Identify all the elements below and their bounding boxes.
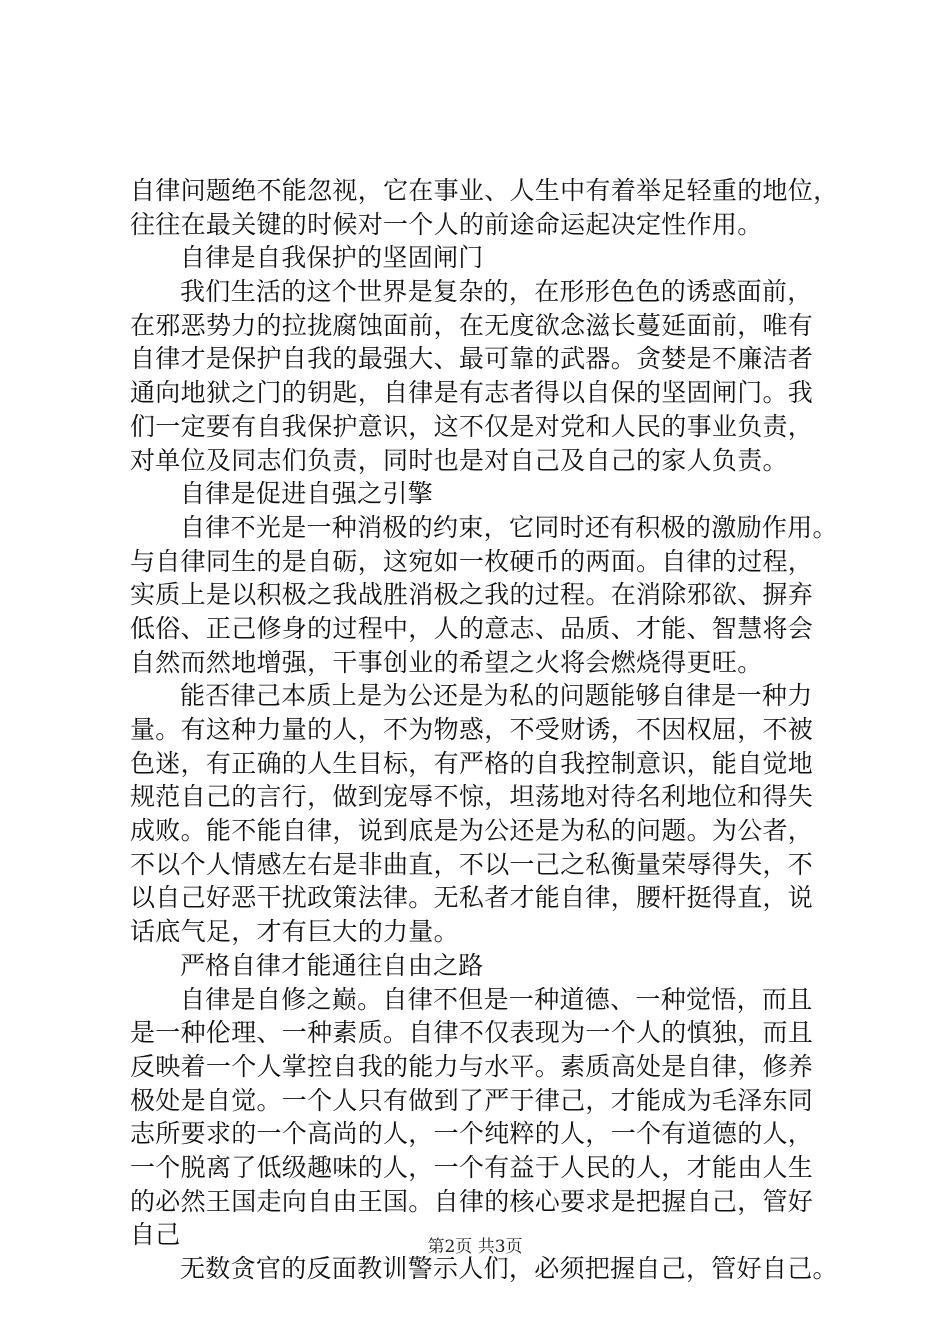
body-line: 自律问题绝不能忽视，它在事业、人生中有着举足轻重的地位， [130,176,839,205]
body-line: 实质上是以积极之我战胜消极之我的过程。在消除邪欲、摒弃 [130,580,814,610]
body-line: 在邪恶势力的拉拢腐蚀面前，在无度欲念滋长蔓延面前，唯有 [130,310,814,340]
body-line: 量。有这种力量的人，不为物惑，不受财诱，不因权屈，不被 [130,715,814,744]
body-line: 成败。能不能自律，说到底是为公还是为私的问题。为公者， [130,816,814,846]
body-line: 低俗、正己修身的过程中，人的意志、品质、才能、智慧将会 [130,613,814,643]
body-line: 志所要求的一个高尚的人，一个纯粹的人，一个有道德的人， [130,1119,814,1149]
body-line: 与自律同生的是自砺，这宛如一枚硬币的两面。自律的过程， [130,546,814,576]
page-number-footer: 第2页 共3页 [427,1237,523,1257]
paragraph-first-line: 无数贪官的反面教训警示人们，必须把握自己，管好自己。 [180,1254,838,1283]
body-line: 规范自己的言行，做到宠辱不惊，坦荡地对待名利地位和得失 [130,782,814,812]
body-line: 通向地狱之门的钥匙，自律是有志者得以自保的坚固闸门。我 [130,378,814,408]
body-line: 极处是自觉。一个人只有做到了严于律己，才能成为毛泽东同 [130,1085,814,1115]
section-heading: 自律是自我保护的坚固闸门 [180,243,484,273]
paragraph-first-line: 能否律己本质上是为公还是为私的问题能够自律是一种力 [180,681,813,711]
body-line: 话底气足，才有巨大的力量。 [130,917,459,947]
body-line: 一个脱离了低级趣味的人，一个有益于人民的人，才能由人生 [130,1152,814,1182]
body-line: 自然而然地增强，干事创业的希望之火将会燃烧得更旺。 [130,647,763,677]
body-line: 反映着一个人掌控自我的能力与水平。素质高处是自律，修养 [130,1051,814,1081]
paragraph-first-line: 自律不光是一种消极的约束，它同时还有积极的激励作用。 [180,512,838,542]
body-line: 色迷，有正确的人生目标，有严格的自我控制意识，能自觉地 [130,748,814,778]
section-heading: 自律是促进自强之引擎 [180,479,434,509]
body-line: 的必然王国走向自由王国。自律的核心要求是把握自己，管好 [130,1186,814,1216]
body-line: 往往在最关键的时候对一个人的前途命运起决定性作用。 [130,209,763,239]
section-heading: 严格自律才能通往自由之路 [180,950,484,980]
body-line: 们一定要有自我保护意识，这不仅是对党和人民的事业负责， [130,411,814,441]
body-line: 以自己好恶干扰政策法律。无私者才能自律，腰杆挺得直，说 [130,883,814,913]
paragraph-first-line: 我们生活的这个世界是复杂的，在形形色色的诱惑面前， [180,277,813,307]
body-line: 对单位及同志们负责，同时也是对自己及自己的家人负责。 [130,445,788,475]
body-line: 自己 [130,1220,181,1250]
document-body [130,174,860,1286]
paragraph-first-line: 自律是自修之巅。自律不但是一种道德、一种觉悟，而且 [180,984,813,1014]
body-line: 不以个人情感左右是非曲直，不以一己之私衡量荣辱得失，不 [130,849,814,879]
body-line: 是一种伦理、一种素质。自律不仅表现为一个人的慎独，而且 [130,1018,814,1048]
body-line: 自律才是保护自我的最强大、最可靠的武器。贪婪是不廉洁者 [130,344,814,374]
